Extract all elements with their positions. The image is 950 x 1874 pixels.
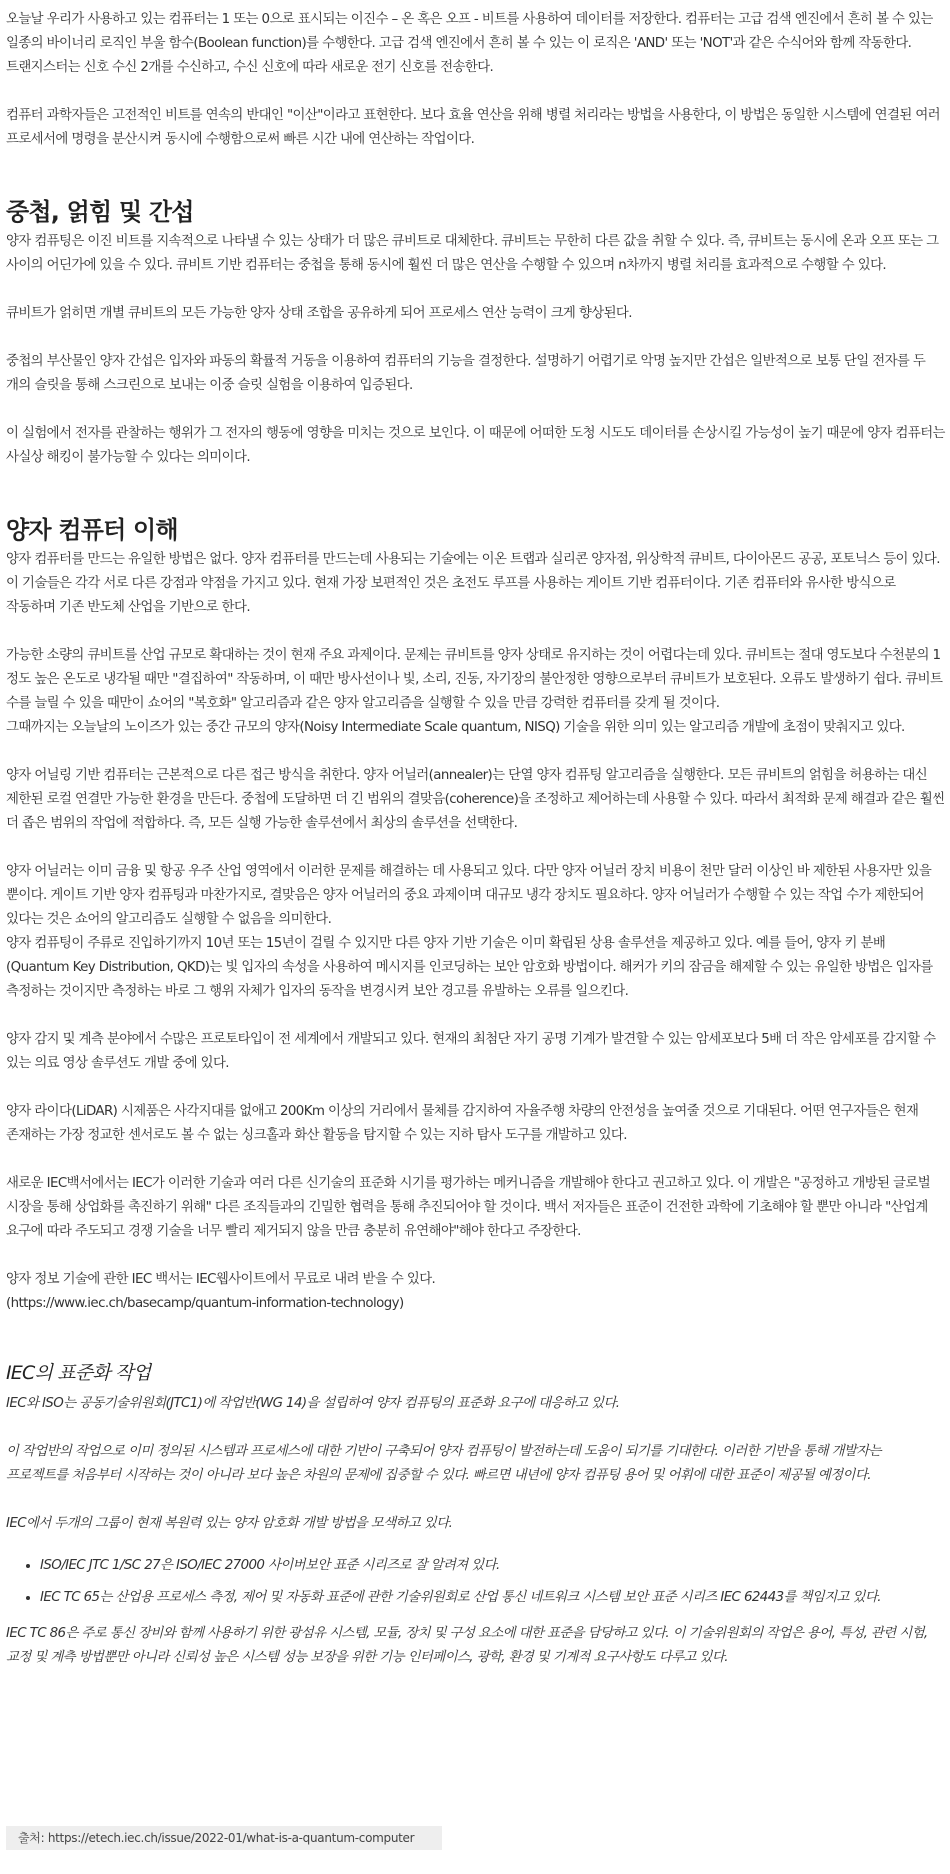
section2-paragraph-10: 양자 정보 기술에 관한 IEC 백서는 IEC웹사이트에서 무료로 내려 받을 수 있다. xyxy=(6,1272,436,1287)
spacer xyxy=(6,1536,946,1554)
source-label: 출처: xyxy=(18,1831,45,1845)
iec-group-list xyxy=(6,1554,946,1610)
iec-section-body xyxy=(6,1388,946,1670)
whitepaper-url: (https://www.iec.ch/basecamp/quantum-information-technology) xyxy=(6,1296,404,1311)
source-citation xyxy=(6,1826,442,1850)
spacer xyxy=(6,1244,946,1268)
list-item: • ISO/IEC JTC 1/SC 27은 ISO/IEC 27000 사이버보안 표준 시리즈로 잘 알려져 있다. xyxy=(40,1554,946,1578)
list-item: • IEC TC 65는 산업용 프로세스 측정, 제어 및 자동화 표준에 관한 기술위원회로 산업 통신 네트워크 시스템 보안 표준 시리즈 IEC 62443를 책임지고 있다. xyxy=(40,1586,946,1610)
section2-paragraph-1: 양자 컴퓨터를 만드는 유일한 방법은 없다. 양자 컴퓨터를 만드는데 사용되는 기술에는 이온 트랩과 실리콘 양자점, 위상학적 큐비트, 다이아몬드 공공, 포토닉스 등이 있다. 이 기술들은 각각 서로 다른 강점과 약점을 가지고 있다. 현재 가장 보편적인 것은 초전도 루프를 사용하는 게이트 기반 컴퓨터이다. 기존 컴퓨터와 유사한 방식으로 작동하며 기존 반도체 산업을 기반으로 한다. xyxy=(6,552,940,615)
spacer xyxy=(6,1004,946,1028)
section3-paragraph-3: IEC에서 두개의 그룹이 현재 복원력 있는 양자 암호화 개발 방법을 모색하고 있다. xyxy=(6,1516,453,1531)
section3-paragraph-1: IEC와 ISO는 공동기술위원회(JTC1)에 작업반(WG 14)을 설립하여 양자 컴퓨팅의 표준화 요구에 대응하고 있다. xyxy=(6,1396,620,1411)
section2-paragraph-7: 양자 감지 및 계측 분야에서 수많은 프로토타입이 전 세계에서 개발되고 있다. 현재의 최첨단 자기 공명 기계가 발견할 수 있는 암세포보다 5배 더 작은 암세포를 감지할 수 있는 의료 영상 솔루션도 개발 중에 있다. xyxy=(6,1032,936,1071)
section-heading-iec: IEC의 표준화 작업 xyxy=(6,1362,151,1384)
spacer xyxy=(6,620,946,644)
spacer xyxy=(6,1488,946,1512)
section1-paragraph-2: 큐비트가 얽히면 개별 큐비트의 모든 가능한 양자 상태 조합을 공유하게 되어 프로세스 연산 능력이 크게 향상된다. xyxy=(6,306,632,321)
section2-paragraph-4: 양자 어닐링 기반 컴퓨터는 근본적으로 다른 접근 방식을 취한다. 양자 어닐러(annealer)는 단열 양자 컴퓨팅 알고리즘을 실행한다. 모든 큐비트의 얽힘을 허용하는 대신 제한된 로컬 연결만 가능한 환경을 만든다. 중첩에 도달하면 더 긴 범위의 결맞음(coherence)을 조정하고 제어하는데 사용할 수 있다. 따라서 최적화 문제 해결과 같은 훨씬 더 좁은 범위의 작업에 적합하다. 즉, 모든 실행 가능한 솔루션에서 최상의 솔루션을 선택한다. xyxy=(6,768,945,831)
source-url[interactable]: https://etech.iec.ch/issue/2022-01/what-is-a-quantum-computer xyxy=(47,1831,415,1845)
spacer xyxy=(6,470,946,512)
section3-paragraph-2: 이 작업반의 작업으로 이미 정의된 시스템과 프로세스에 대한 기반이 구축되어 양자 컴퓨팅이 발전하는데 도움이 되기를 기대한다. 이러한 기반을 통해 개발자는 프로젝트를 처음부터 시작하는 것이 아니라 보다 높은 차원의 문제에 집중할 수 있다. 빠르면 내년에 양자 컴퓨팅 용어 및 어휘에 대한 표준이 제공될 예정이다. xyxy=(6,1444,881,1483)
section2-paragraph-9: 새로운 IEC백서에서는 IEC가 이러한 기술과 여러 다른 신기술의 표준화 시기를 평가하는 메커니즘을 개발해야 한다고 권고하고 있다. 이 개발은 "공정하고 개방된 글로벌 시장을 통해 상업화를 촉진하기 위해" 다른 조직들과의 긴밀한 협력을 통해 추진되어야 할 것이다. 백서 저자들은 표준이 건전한 과학에 기초해야 할 뿐만 아니라 "산업계 요구에 따라 주도되고 경쟁 기술을 너무 빨리 제거되지 않을 만큼 충분히 유연해야"해야 한다고 주장한다. xyxy=(6,1176,931,1239)
spacer xyxy=(6,836,946,860)
section2-paragraph-2: 가능한 소량의 큐비트를 산업 규모로 확대하는 것이 현재 주요 과제이다. 문제는 큐비트를 양자 상태로 유지하는 것이 어렵다는데 있다. 큐비트는 절대 영도보다 수천분의 1 정도 높은 온도로 냉각될 때만 "결집하여" 작동하며, 이 때만 방사선이나 빛, 소리, 진동, 자기장의 불안정한 영향으로부터 큐비트가 보호된다. 오류도 발생하기 쉽다. 큐비트 수를 늘릴 수 있을 때만이 쇼어의 "복호화" 알고리즘과 같은 양자 알고리즘을 실행할 수 있을 만큼 강력한 컴퓨터를 갖게 될 것이다. xyxy=(6,648,943,711)
section2-paragraph-3: 그때까지는 오늘날의 노이즈가 있는 중간 규모의 양자(Noisy Intermediate Scale quantum, NISQ) 기술을 위한 의미 있는 알고리즘 개발에 초점이 맞춰지고 있다. xyxy=(6,720,905,735)
section2-paragraph-5: 양자 어닐러는 이미 금융 및 항공 우주 산업 영역에서 이러한 문제를 해결하는 데 사용되고 있다. 다만 양자 어닐러 장치 비용이 천만 달러 이상인 바 제한된 사용자만 있을 뿐이다. 게이트 기반 양자 컴퓨팅과 마찬가지로, 결맞음은 양자 어닐러의 중요 과제이며 대규모 냉각 장치도 필요하다. 양자 어닐러가 수행할 수 있는 작업 수가 제한되어 있다는 것은 쇼어의 알고리즘도 실행할 수 없음을 의미한다. xyxy=(6,864,932,927)
section2-paragraph-6: 양자 컴퓨팅이 주류로 진입하기까지 10년 또는 15년이 걸릴 수 있지만 다른 양자 기반 기술은 이미 확립된 상용 솔루션을 제공하고 있다. 예를 들어, 양자 키 분배(Quantum Key Distribution, QKD)는 빛 입자의 속성을 사용하여 메시지를 인코딩하는 보안 암호화 방법이다. 해커가 키의 잠금을 해제할 수 있는 유일한 방법은 입자를 측정하는 것이지만 측정하는 바로 그 행위 자체가 입자의 동작을 변경시켜 보안 경고를 유발하는 오류를 일으킨다. xyxy=(6,936,933,999)
spacer xyxy=(6,1416,946,1440)
spacer xyxy=(6,80,946,104)
spacer xyxy=(6,398,946,422)
spacer xyxy=(6,1316,946,1358)
section1-paragraph-3: 중첩의 부산물인 양자 간섭은 입자와 파동의 확률적 거동을 이용하여 컴퓨터의 기능을 결정한다. 설명하기 어렵기로 악명 높지만 간섭은 일반적으로 보통 단일 전자를 두 개의 슬릿을 통해 스크린으로 보내는 이중 슬릿 실험을 이용하여 입증된다. xyxy=(6,354,926,393)
section2-paragraph-8: 양자 라이다(LiDAR) 시제품은 사각지대를 없애고 200Km 이상의 거리에서 물체를 감지하여 자율주행 차량의 안전성을 높여줄 것으로 기대된다. 어떤 연구자들은 현재 존재하는 가장 정교한 센서로도 볼 수 없는 싱크홀과 화산 활동을 탐지할 수 있는 지하 탐사 도구를 개발하고 있다. xyxy=(6,1104,919,1143)
spacer xyxy=(6,1148,946,1172)
section-heading-superposition: 중첩, 얽힘 및 간섭 xyxy=(6,198,194,226)
section-heading-understanding: 양자 컴퓨터 이해 xyxy=(6,516,178,544)
spacer xyxy=(6,740,946,764)
spacer xyxy=(6,1076,946,1100)
spacer xyxy=(6,326,946,350)
section1-paragraph-4: 이 실험에서 전자를 관찰하는 행위가 그 전자의 행동에 영향을 미치는 것으로 보인다. 이 때문에 어떠한 도청 시도도 데이터를 손상시킬 가능성이 높기 때문에 양자 컴퓨터는 사실상 해킹이 불가능할 수 있다는 의미이다. xyxy=(6,426,945,465)
intro-paragraph-1: 오늘날 우리가 사용하고 있는 컴퓨터는 1 또는 0으로 표시되는 이진수 – 온 혹은 오프 - 비트를 사용하여 데이터를 저장한다. 컴퓨터는 고급 검색 엔진에서 흔히 볼 수 있는 일종의 바이너리 로직인 부울 함수(Boolean function)를 수행한다. 고급 검색 엔진에서 흔히 볼 수 있는 이 로직은 'AND' 또는 'NOT'과 같은 수식어와 함께 작동한다. 트랜지스터는 신호 수신 2개를 수신하고, 수신 신호에 따라 새로운 전기 신호를 전송한다. xyxy=(6,12,933,75)
intro-paragraph-2: 컴퓨터 과학자들은 고전적인 비트를 연속의 반대인 "이산"이라고 표현한다. 보다 효율 연산을 위해 병렬 처리라는 방법을 사용한다, 이 방법은 동일한 시스템에 연결된 여러 프로세서에 명령을 분산시켜 동시에 수행함으로써 빠른 시간 내에 연산하는 작업이다. xyxy=(6,108,941,147)
spacer xyxy=(6,152,946,194)
spacer xyxy=(6,278,946,302)
section3-paragraph-4: IEC TC 86은 주로 통신 장비와 함께 사용하기 위한 광섬유 시스템, 모듈, 장치 및 구성 요소에 대한 표준을 담당하고 있다. 이 기술위원회의 작업은 용어, 특성, 관련 시험, 교정 및 계측 방법뿐만 아니라 신뢰성 높은 시스템 성능 보장을 위한 기능 인터페이스, 광학, 환경 및 기계적 요구사항도 다루고 있다. xyxy=(6,1626,928,1665)
section1-paragraph-1: 양자 컴퓨팅은 이진 비트를 지속적으로 나타낼 수 있는 상태가 더 많은 큐비트로 대체한다. 큐비트는 무한히 다른 값을 취할 수 있다. 즉, 큐비트는 동시에 온과 오프 또는 그 사이의 어딘가에 있을 수 있다. 큐비트 기반 컴퓨터는 중첩을 통해 동시에 훨씬 더 많은 연산을 수행할 수 있으며 n차까지 병렬 처리를 효과적으로 수행할 수 있다. xyxy=(6,234,939,273)
